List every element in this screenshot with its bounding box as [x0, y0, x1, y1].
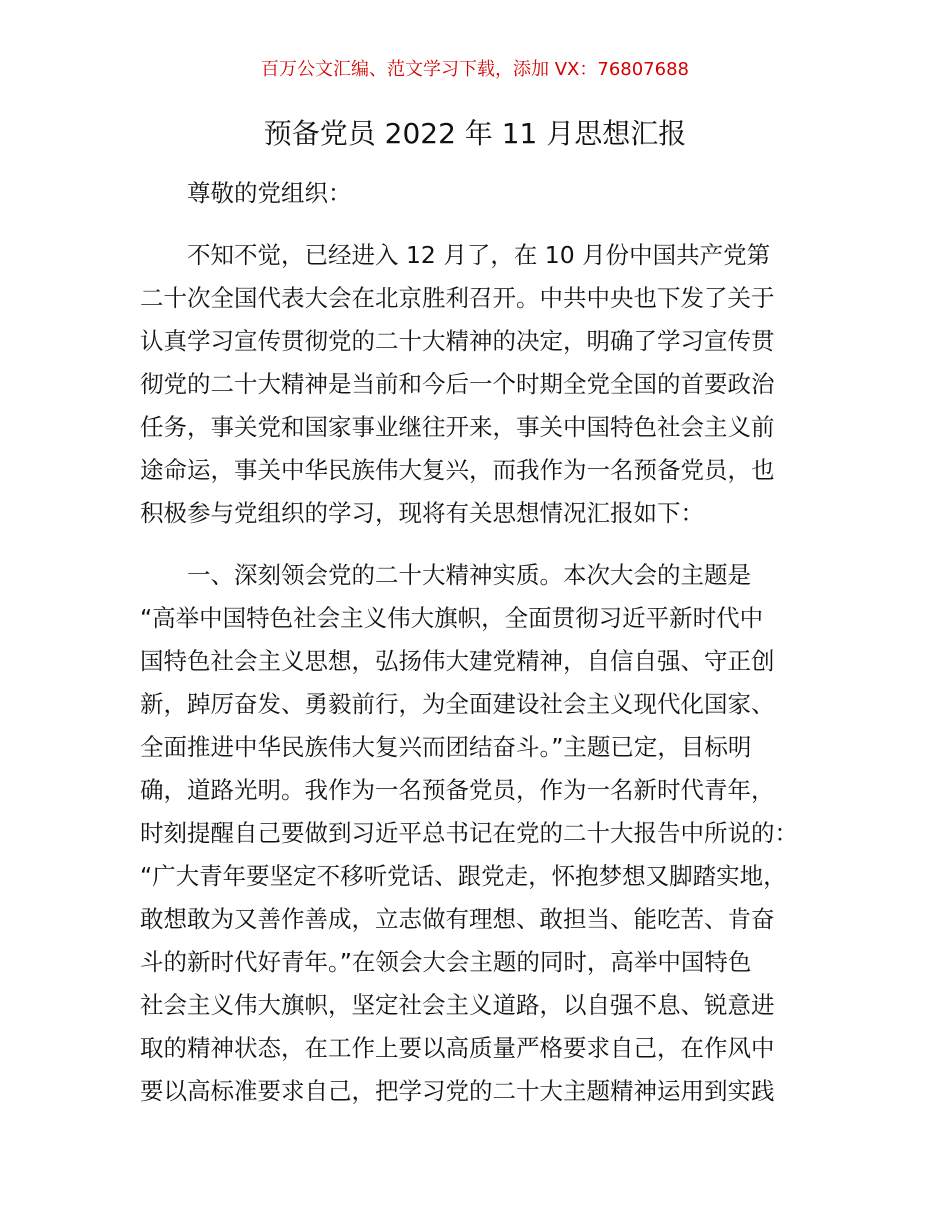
document-title: 预备党员 2022 年 11 月思想汇报	[263, 117, 687, 150]
paragraph-line: 积极参与党组织的学习，现将有关思想情况汇报如下：	[140, 499, 704, 527]
paragraph-1	[140, 234, 830, 535]
paragraph-line: 社会主义伟大旗帜，坚定社会主义道路，以自强不息、锐意进	[140, 991, 775, 1019]
paragraph-line: 敢想敢为又善作善成，立志做有理想、敢担当、能吃苦、肯奋	[140, 905, 775, 933]
paragraph-line: 二十次全国代表大会在北京胜利召开。中共中央也下发了关于	[140, 284, 775, 312]
document-body	[140, 172, 830, 1113]
paragraph-line: 斗的新时代好青年。”在领会大会主题的同时，高举中国特色	[140, 948, 752, 976]
paragraph-line: 途命运，事关中华民族伟大复兴，而我作为一名预备党员，也	[140, 456, 775, 484]
paragraph-line: 认真学习宣传贯彻党的二十大精神的决定，明确了学习宣传贯	[140, 327, 775, 355]
paragraph-line: 一、深刻领会党的二十大精神实质。本次大会的主题是	[187, 561, 751, 589]
paragraph-line: 要以高标准要求自己，把学习党的二十大主题精神运用到实践	[140, 1077, 775, 1105]
paragraph-line: “高举中国特色社会主义伟大旗帜，全面贯彻习近平新时代中	[140, 604, 764, 632]
paragraph-line: “广大青年要坚定不移听党话、跟党走，怀抱梦想又脚踏实地，	[140, 862, 787, 890]
paragraph-line: 彻党的二十大精神是当前和今后一个时期全党全国的首要政治	[140, 370, 775, 398]
salutation: 尊敬的党组织：	[187, 179, 352, 207]
paragraph-line: 取的精神状态，在工作上要以高质量严格要求自己，在作风中	[140, 1034, 775, 1062]
paragraph-2	[140, 554, 830, 1113]
paragraph-line: 全面推进中华民族伟大复兴而团结奋斗。”主题已定，目标明	[140, 733, 752, 761]
paragraph-line: 新，踔厉奋发、勇毅前行，为全面建设社会主义现代化国家、	[140, 690, 775, 718]
paragraph-line: 确，道路光明。我作为一名预备党员，作为一名新时代青年，	[140, 776, 775, 804]
paragraph-line: 不知不觉，已经进入 12 月了，在 10 月份中国共产党第	[187, 241, 771, 269]
paragraph-line: 时刻提醒自己要做到习近平总书记在党的二十大报告中所说的：	[140, 819, 798, 847]
paragraph-line: 任务，事关党和国家事业继往开来，事关中国特色社会主义前	[140, 413, 775, 441]
paragraph-line: 国特色社会主义思想，弘扬伟大建党精神，自信自强、守正创	[140, 647, 775, 675]
header-notice: 百万公文汇编、范文学习下载，添加 VX：76807688	[261, 59, 689, 80]
